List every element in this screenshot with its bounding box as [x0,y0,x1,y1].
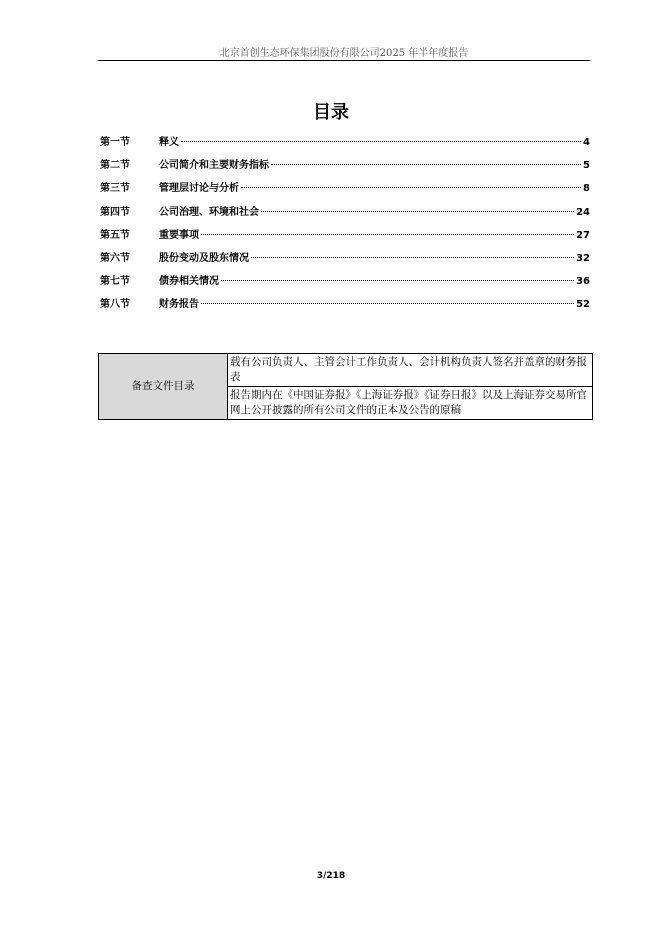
toc-page-number: 4 [583,137,590,148]
toc-section-number: 第六节 [100,252,130,264]
page-number: 3/218 [316,871,346,881]
reference-item: 报告期内在《中国证券报》《上海证券报》《证券日报》以及上海证券交易所官网上公开披露的所有公司文件的正本及公告的原稿 [228,387,593,420]
reference-item: 载有公司负责人、主管会计工作负责人、会计机构负责人签名并盖章的财务报表 [228,354,593,387]
toc-page-number: 27 [576,229,590,241]
toc-section-number: 第二节 [100,160,130,172]
toc-entry[interactable] [100,226,590,249]
toc-leader-dots [261,211,574,212]
toc-section-number: 第三节 [100,183,130,195]
toc-section-number: 第七节 [100,276,130,288]
toc-entry[interactable] [100,295,590,318]
header-divider [98,60,590,61]
toc-leader-dots [271,164,581,165]
toc-leader-dots [251,257,574,258]
toc-entry[interactable] [100,272,590,295]
toc-section-title: 股份变动及股东情况 [159,252,249,264]
reference-label: 备查文件目录 [99,354,228,420]
toc-leader-dots [201,234,574,235]
toc-page-number: 52 [576,299,590,311]
toc-section-title: 财务报告 [159,299,199,311]
toc-section-number: 第四节 [100,206,130,218]
toc-page-number: 24 [576,206,590,218]
toc-page-number: 8 [583,183,590,195]
toc-section-number: 第八节 [100,299,130,311]
toc-section-number: 第一节 [100,137,130,148]
table-row [99,354,593,387]
toc-page-number: 32 [576,252,590,264]
reference-documents-table [98,353,593,420]
toc-section-title: 管理层讨论与分析 [159,183,239,195]
toc-section-title: 债券相关情况 [159,276,219,288]
toc-leader-dots [221,280,574,281]
page-title: 目录 [313,102,349,123]
toc-leader-dots [181,141,581,142]
toc-section-title: 重要事项 [159,229,199,241]
table-of-contents [100,133,590,319]
toc-page-number: 5 [583,160,590,172]
toc-section-number: 第五节 [100,229,130,241]
toc-section-title: 释义 [159,137,179,148]
running-header: 北京首创生态环保集团股份有限公司2025 年半年度报告 [219,48,469,59]
toc-entry[interactable] [100,156,590,179]
toc-entry[interactable] [100,179,590,202]
toc-entry[interactable] [100,203,590,226]
toc-entry[interactable] [100,249,590,272]
toc-leader-dots [241,187,581,188]
toc-leader-dots [201,303,574,304]
toc-section-title: 公司治理、环境和社会 [159,206,259,218]
toc-page-number: 36 [576,276,590,288]
toc-entry[interactable] [100,133,590,156]
toc-section-title: 公司简介和主要财务指标 [159,160,269,172]
